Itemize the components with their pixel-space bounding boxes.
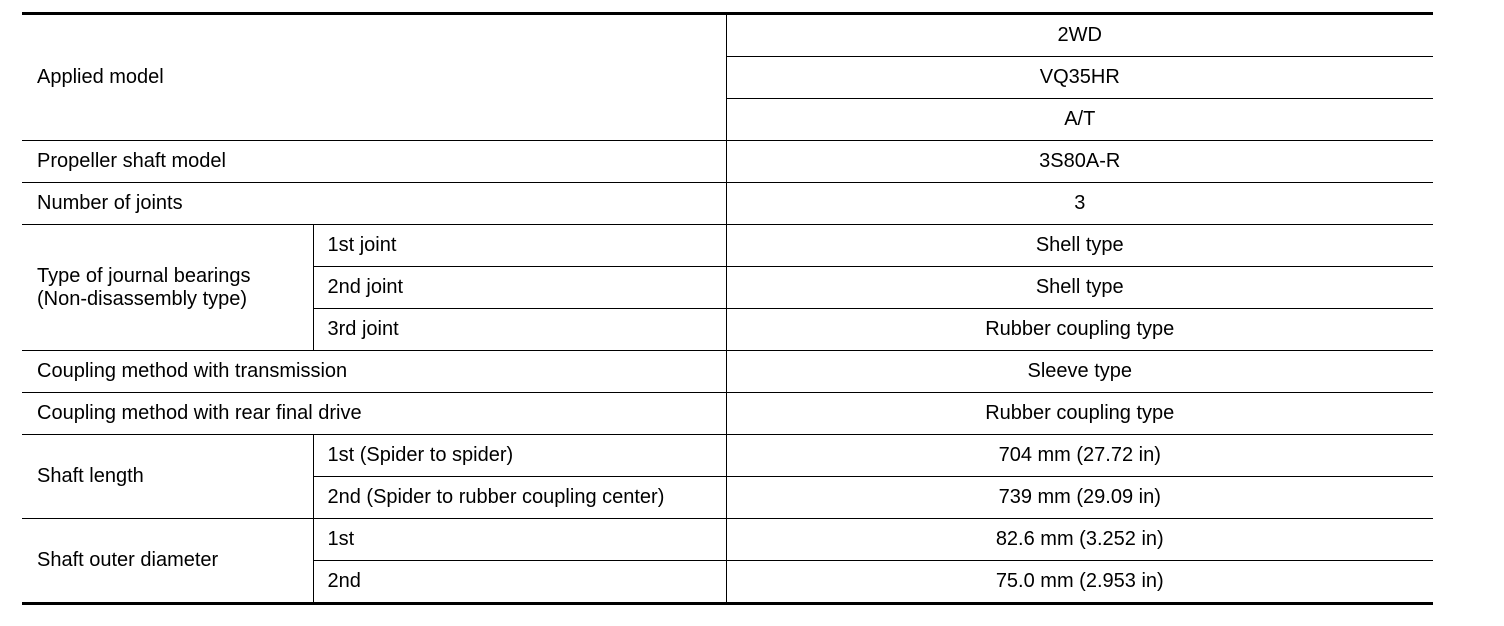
table-row: [22, 141, 1433, 183]
shaft-outer-diameter-value: 82.6 mm (3.252 in): [726, 519, 1433, 561]
journal-bearings-value: Rubber coupling type: [726, 309, 1433, 351]
shaft-outer-diameter-sub: 1st: [313, 519, 726, 561]
journal-bearings-label: [22, 225, 313, 351]
propeller-shaft-model-value: 3S80A-R: [726, 141, 1433, 183]
journal-bearings-sub: 3rd joint: [313, 309, 726, 351]
number-of-joints-label: Number of joints: [22, 183, 726, 225]
journal-bearings-value: Shell type: [726, 267, 1433, 309]
journal-bearings-label-line2: (Non-disassembly type): [37, 287, 248, 310]
coupling-transmission-label: Coupling method with transmission: [22, 351, 726, 393]
journal-bearings-sub: 1st joint: [313, 225, 726, 267]
table-row: [22, 225, 1433, 267]
applied-model-engine: VQ35HR: [726, 57, 1433, 99]
shaft-outer-diameter-sub: 2nd: [313, 561, 726, 604]
coupling-rear-final-drive-value: Rubber coupling type: [726, 393, 1433, 435]
coupling-rear-final-drive-label: Coupling method with rear final drive: [22, 393, 726, 435]
coupling-transmission-value: Sleeve type: [726, 351, 1433, 393]
table-row: [22, 14, 1433, 57]
table-row: [22, 351, 1433, 393]
number-of-joints-value: 3: [726, 183, 1433, 225]
shaft-length-sub: 2nd (Spider to rubber coupling center): [313, 477, 726, 519]
table-row: [22, 393, 1433, 435]
shaft-outer-diameter-value: 75.0 mm (2.953 in): [726, 561, 1433, 604]
shaft-length-value: 739 mm (29.09 in): [726, 477, 1433, 519]
journal-bearings-sub: 2nd joint: [313, 267, 726, 309]
applied-model-label: Applied model: [22, 14, 726, 141]
propeller-shaft-model-label: Propeller shaft model: [22, 141, 726, 183]
shaft-length-value: 704 mm (27.72 in): [726, 435, 1433, 477]
shaft-length-label: Shaft length: [22, 435, 313, 519]
applied-model-drive: 2WD: [726, 14, 1433, 57]
journal-bearings-label-line1: Type of journal bearings: [37, 264, 251, 287]
propeller-shaft-spec-table: [22, 12, 1433, 605]
applied-model-transmission: A/T: [726, 99, 1433, 141]
table-row: [22, 435, 1433, 477]
journal-bearings-value: Shell type: [726, 225, 1433, 267]
shaft-length-sub: 1st (Spider to spider): [313, 435, 726, 477]
table-row: [22, 183, 1433, 225]
shaft-outer-diameter-label: Shaft outer diameter: [22, 519, 313, 604]
table-row: [22, 519, 1433, 561]
